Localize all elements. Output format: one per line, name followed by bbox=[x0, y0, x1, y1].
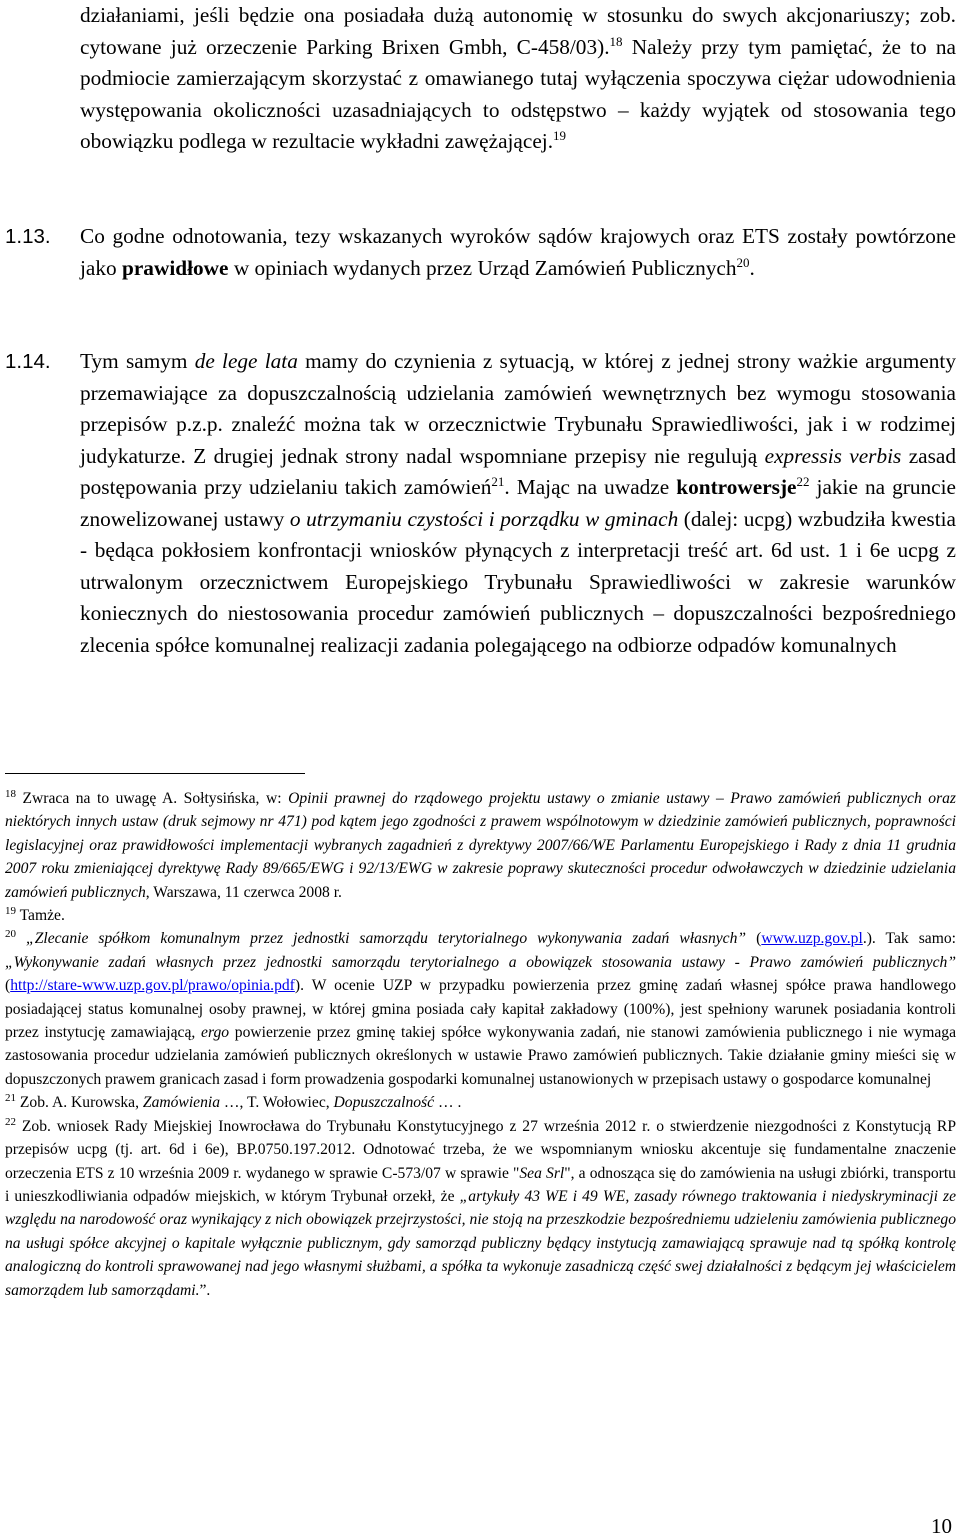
footnote-ref-18[interactable]: 18 bbox=[609, 33, 623, 49]
bold-text: kontrowersje bbox=[676, 475, 797, 499]
uzp-link[interactable]: www.uzp.gov.pl bbox=[761, 930, 863, 948]
text: ", a odnosząca się do zamówienia na usługi zbiórki, transportu i unieszkodliwiania odpadów miejskich, w którym Trybunał orzekł, że bbox=[5, 1164, 956, 1205]
italic-text: Opinii prawnej do rządowego projektu ustawy o zmianie ustawy – Prawo zamówień publicznych oraz niektórych innych ustaw (druk sejmowy nr 471) pod kątem jego zgodności z prawem wspólnotowym w dziedzinie zamówień publicznych, poprawności legislacyjnej oraz prawidłowości implementacji wybranych zagadnień z dyrektywy 2007/66/WE Parlamentu Europejskiego i Rady z dnia 11 grudnia 2007 roku zmieniającej dyrektywę Rady 89/665/EWG i 92/13/EWG w zakresie poprawy skuteczności procedur odwoławczych w dziedzinie udzielania zamówień publicznych bbox=[5, 790, 957, 901]
text: działaniami, jeśli będzie ona posiadała dużą autonomię w stosunku do swych akcjonariuszy; zob. cytowane już orzeczenie Parking Brixen Gmbh, C-458/03). bbox=[80, 3, 956, 59]
text: Zob. wniosek Rady Miejskiej Inowrocława do Trybunału Konstytucyjnego z 27 września 2012 r. o stwierdzenie niezgodności z Konstytucją RP przepisów ucpg (tj. art. 6d i 6e), BP.0750.197.2012. Odnotować trzeba, że we wspomnianym wniosku akcentuje się fundamentalne znaczenie orzeczenia ETS z 10 września 2009 r. wydanego w sprawie C-573/07 w sprawie " bbox=[5, 1117, 956, 1182]
italic-text: „artykuły 43 WE i 49 WE, zasady równego traktowania i niedyskryminacji ze względu na narodowość oraz wynikający z nich obowiązek przejrzystości, nie stoją na przeszkodzie bezpośredniemu udzieleniu zamówienia publicznego na usługi spółce akcyjnej o kapitale wyłącznie publicznym, gdy samorząd publiczny będący instytucją zamawiającą sprawuje nad tą spółką kontrolę analogiczną do kontroli sprawowanej nad jego własnymi służbami, a spółka ta wykonuje zasadniczą część swej działalności z będącym jej właścicielem samorządem lub samorządami. bbox=[5, 1187, 956, 1299]
text: zasad postępowania przy udzielaniu takich zamówień bbox=[80, 443, 956, 499]
text: . bbox=[749, 255, 755, 280]
text: jakie na gruncie znowelizowanej ustawy bbox=[80, 475, 957, 531]
text: ”. bbox=[199, 1281, 211, 1299]
footnote-separator bbox=[5, 773, 305, 774]
footnote-ref-19[interactable]: 19 bbox=[553, 128, 567, 143]
italic-text: Zamówienia bbox=[142, 1094, 221, 1112]
footnote-number: 22 bbox=[5, 1115, 16, 1128]
italic-text: o utrzymaniu czystości i porządku w gminach bbox=[289, 506, 679, 531]
footnote-19 bbox=[5, 904, 956, 927]
text: mamy do czynienia z sytuacją, w której z jednej strony ważkie argumenty przemawiające za dopuszczalnością udzielania zamówień wewnętrznych bez wymogu stosowania przepisów p.z.p. znaleźć można tak w orzecznictwie Trybunału Sprawiedliwości, jak i w rodzimej judykaturze. Z drugiej jednak strony nadal wspomniane przepisy nie regulują bbox=[80, 349, 956, 468]
text: ( bbox=[746, 930, 762, 948]
text: . Mając na uwadze bbox=[504, 475, 677, 499]
footnote-number: 18 bbox=[5, 788, 16, 800]
footnote-ref-22[interactable]: 22 bbox=[796, 474, 810, 489]
paragraph-number-1-13: 1.13. bbox=[5, 225, 51, 248]
text: ( bbox=[5, 977, 11, 995]
footnote-21 bbox=[5, 1091, 956, 1114]
footnote-22 bbox=[5, 1115, 956, 1302]
paragraph-1-13 bbox=[80, 221, 956, 284]
text: Należy przy tym pamiętać, że to na podmiocie zamierzającym skorzystać z omawianego tutaj wyłączenia spoczywa ciężar udowodnienia występowania okoliczności uzasadniających to odstępstwo – każdy wyjątek od stosowania tego obowiązku podlega w rezultacie wykładni zawężającej. bbox=[80, 34, 956, 153]
footnote-ref-21[interactable]: 21 bbox=[491, 474, 505, 489]
italic-text: Dopuszczalność bbox=[333, 1094, 435, 1112]
text: … . bbox=[434, 1094, 462, 1112]
opinion-pdf-link[interactable]: http://stare-www.uzp.gov.pl/prawo/opinia.pdf bbox=[10, 977, 295, 995]
text: .). Tak samo: bbox=[862, 930, 956, 948]
paragraph-number-1-14: 1.14. bbox=[5, 350, 51, 373]
italic-text: expressis verbis bbox=[764, 443, 902, 468]
text: , Warszawa, 11 czerwca 2008 r. bbox=[145, 883, 342, 901]
paragraph-1-14 bbox=[80, 346, 956, 661]
footnote-number: 21 bbox=[5, 1092, 16, 1105]
italic-text: „Wykonywanie zadań własnych przez jednostki samorządu terytorialnego a obowiązek stosowania ustawy - Prawo zamówień publicznych” bbox=[5, 953, 956, 971]
text: Zwraca na to uwagę A. Sołtysińska, w: bbox=[16, 790, 289, 807]
text: w opiniach wydanych przez Urząd Zamówień Publicznych bbox=[228, 255, 737, 280]
text: powierzenie przez gminę takiej spółce wykonywania zadań, nie stanowi zamówienia publicznego i nie wymaga zastosowania procedur udzielania zamówień publicznych określonych w ustawie Prawo zamówień publicznych. Takie działanie gminy mieści się w dopuszczonych prawem granicach zasad i form prowadzenia gospodarki komunalnej ustanowionych w przepisach ustawy o gospodarce komunalnej bbox=[5, 1024, 957, 1088]
bold-text: prawidłowe bbox=[122, 255, 229, 280]
text: Zob. A. Kurowska, bbox=[16, 1094, 143, 1112]
text: ). W ocenie UZP w przypadku powierzenia przez gminę zadań własnej spółce prawa handlowego posiadającej status komunalnej osoby prawnej, w której gmina posiada cały kapitał zakładowy (100%), jest spełniony warunek posiadania kontroli przez instytucję zamawiającą, bbox=[5, 977, 956, 1042]
text: Tym samym bbox=[80, 349, 195, 373]
italic-text: Sea Srl bbox=[519, 1164, 565, 1182]
footnote-number: 19 bbox=[5, 905, 16, 918]
italic-text: ergo bbox=[201, 1024, 230, 1042]
footnote-ref-20[interactable]: 20 bbox=[736, 254, 750, 270]
page-number: 10 bbox=[931, 1514, 952, 1538]
text: …, T. Wołowiec, bbox=[220, 1094, 334, 1112]
text: (dalej: ucpg) wzbudziła kwestia - będąca pokłosiem konfrontacji wniosków płynących z interpretacji treść art. 6d ust. 1 i 6e ucpg z utrwalonym orzecznictwem Europejskiego Trybunału Sprawiedliwości w zakresie warunków koniecznych do niestosowania procedur zamówień publicznych – dopuszczalności bezpośredniego zlecenia spółce komunalnej realizacji zadania polegającego na odbiorze odpadów komunalnych bbox=[80, 506, 956, 657]
footnote-18 bbox=[5, 787, 956, 904]
footnote-20 bbox=[5, 927, 956, 1091]
footnotes bbox=[5, 787, 956, 1302]
paragraph-continued bbox=[80, 0, 956, 158]
italic-text: de lege lata bbox=[194, 349, 298, 373]
italic-text: „Zlecanie spółkom komunalnym przez jednostki samorządu terytorialnego wykonywania zadań własnych” bbox=[16, 930, 747, 948]
text: Co godne odnotowania, tezy wskazanych wyroków sądów krajowych oraz ETS zostały powtórzone jako bbox=[80, 224, 956, 280]
footnote-number: 20 bbox=[5, 928, 16, 941]
text: Tamże. bbox=[16, 907, 65, 925]
